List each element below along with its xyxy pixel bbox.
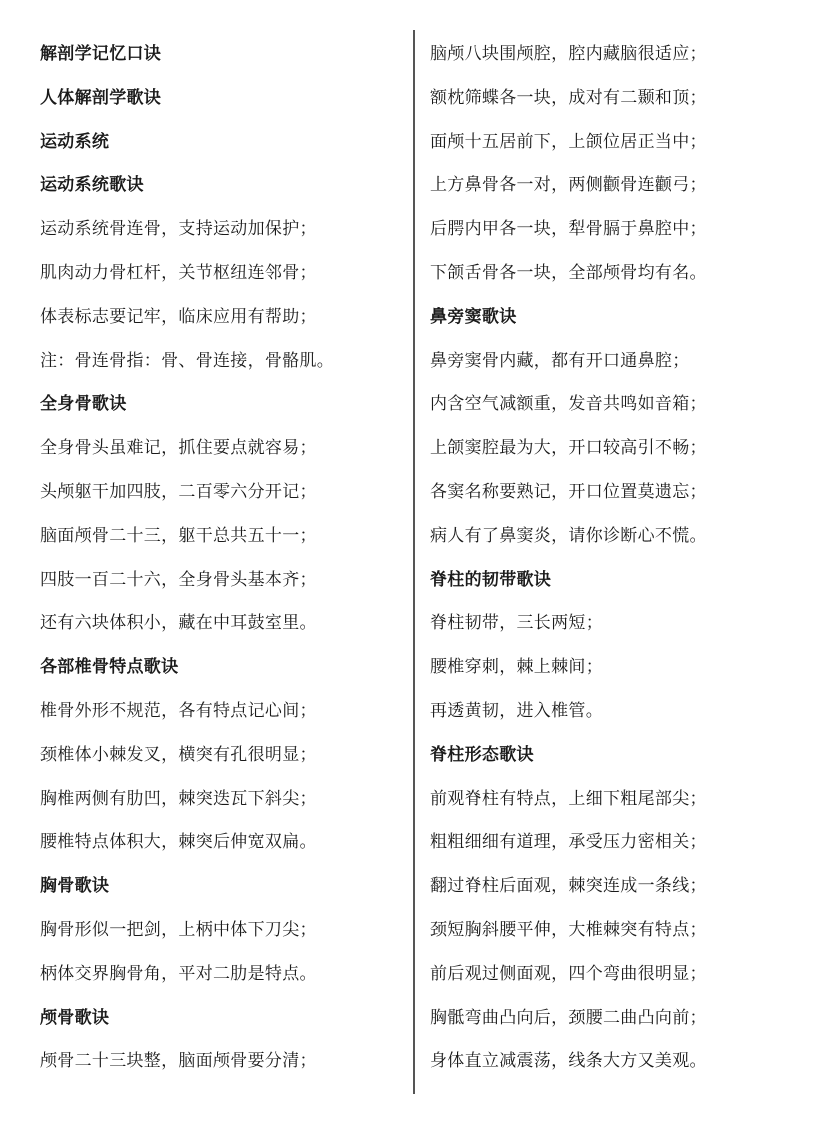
section-heading: 胸骨歌诀 [40, 876, 110, 897]
section-heading: 解剖学记忆口诀 [40, 44, 162, 64]
verse-line: 前后观过侧面观，四个弯曲很明显； [430, 963, 707, 984]
verse-line: 鼻旁窦骨内藏，都有开口通鼻腔； [430, 350, 690, 371]
section-heading: 鼻旁窦歌诀 [430, 306, 517, 327]
section-heading: 脊柱的韧带歌诀 [430, 569, 552, 590]
verse-line: 注：骨连骨指：骨、骨连接，骨骼肌。 [40, 350, 335, 371]
verse-line: 椎骨外形不规范，各有特点记心间； [40, 701, 317, 721]
column-divider [413, 30, 415, 1094]
verse-line: 额枕筛蝶各一块，成对有二颞和顶； [430, 87, 707, 108]
verse-line: 上颌窦腔最为大，开口较高引不畅； [430, 438, 707, 459]
verse-line: 四肢一百二十六，全身骨头基本齐； [40, 569, 317, 590]
verse-line: 胸椎两侧有肋凹，棘突迭瓦下斜尖； [40, 788, 317, 809]
verse-line: 胸骶弯曲凸向后，颈腰二曲凸向前； [430, 1007, 707, 1028]
verse-line: 下颌舌骨各一块，全部颅骨均有名。 [430, 263, 707, 283]
verse-line: 前观脊柱有特点，上细下粗尾部尖； [430, 788, 707, 809]
verse-line: 运动系统骨连骨，支持运动加保护； [40, 219, 317, 240]
section-heading: 人体解剖学歌诀 [40, 87, 162, 108]
verse-line: 肌肉动力骨杠杆，关节枢纽连邻骨； [40, 263, 317, 283]
verse-line: 面颅十五居前下，上颌位居正当中； [430, 131, 707, 152]
verse-line: 柄体交界胸骨角，平对二肋是特点。 [40, 963, 317, 984]
verse-line: 腰椎穿刺，棘上棘间； [430, 657, 603, 678]
verse-line: 颈椎体小棘发叉，横突有孔很明显； [40, 744, 317, 765]
verse-line: 全身骨头虽难记，抓住要点就容易； [40, 438, 317, 459]
verse-line: 后腭内甲各一块，犁骨膈于鼻腔中； [430, 219, 707, 240]
section-heading: 全身骨歌诀 [40, 394, 127, 415]
verse-line: 腰椎特点体积大，棘突后伸宽双扁。 [40, 832, 317, 853]
verse-line: 病人有了鼻窦炎，请你诊断心不慌。 [430, 525, 707, 546]
verse-line: 上方鼻骨各一对，两侧颧骨连颧弓； [430, 175, 707, 196]
section-heading: 脊柱形态歌诀 [430, 744, 534, 765]
section-heading: 运动系统歌诀 [40, 175, 144, 196]
verse-line: 脊柱韧带，三长两短； [430, 613, 603, 634]
verse-line: 身体直立减震荡，线条大方又美观。 [430, 1051, 707, 1072]
verse-line: 翻过脊柱后面观，棘突连成一条线； [430, 876, 707, 897]
verse-line: 胸骨形似一把剑，上柄中体下刀尖； [40, 920, 317, 940]
section-heading: 各部椎骨特点歌诀 [40, 657, 179, 678]
section-heading: 颅骨歌诀 [40, 1007, 110, 1028]
verse-line: 再透黄韧，进入椎管。 [430, 701, 603, 721]
verse-line: 颈短胸斜腰平伸，大椎棘突有特点； [430, 920, 707, 940]
verse-line: 粗粗细细有道理，承受压力密相关； [430, 832, 707, 853]
verse-line: 还有六块体积小，藏在中耳鼓室里。 [40, 613, 317, 634]
verse-line: 各窦名称要熟记，开口位置莫遗忘； [430, 482, 707, 502]
section-heading: 运动系统 [40, 131, 110, 152]
verse-line: 体表标志要记牢，临床应用有帮助； [40, 306, 317, 327]
verse-line: 头颅躯干加四肢，二百零六分开记； [40, 482, 317, 502]
verse-line: 颅骨二十三块整，脑面颅骨要分清； [40, 1051, 317, 1072]
verse-line: 内含空气减额重，发音共鸣如音箱； [430, 394, 707, 415]
verse-line: 脑面颅骨二十三，躯干总共五十一； [40, 525, 317, 546]
verse-line: 脑颅八块围颅腔，腔内藏脑很适应； [430, 44, 707, 64]
